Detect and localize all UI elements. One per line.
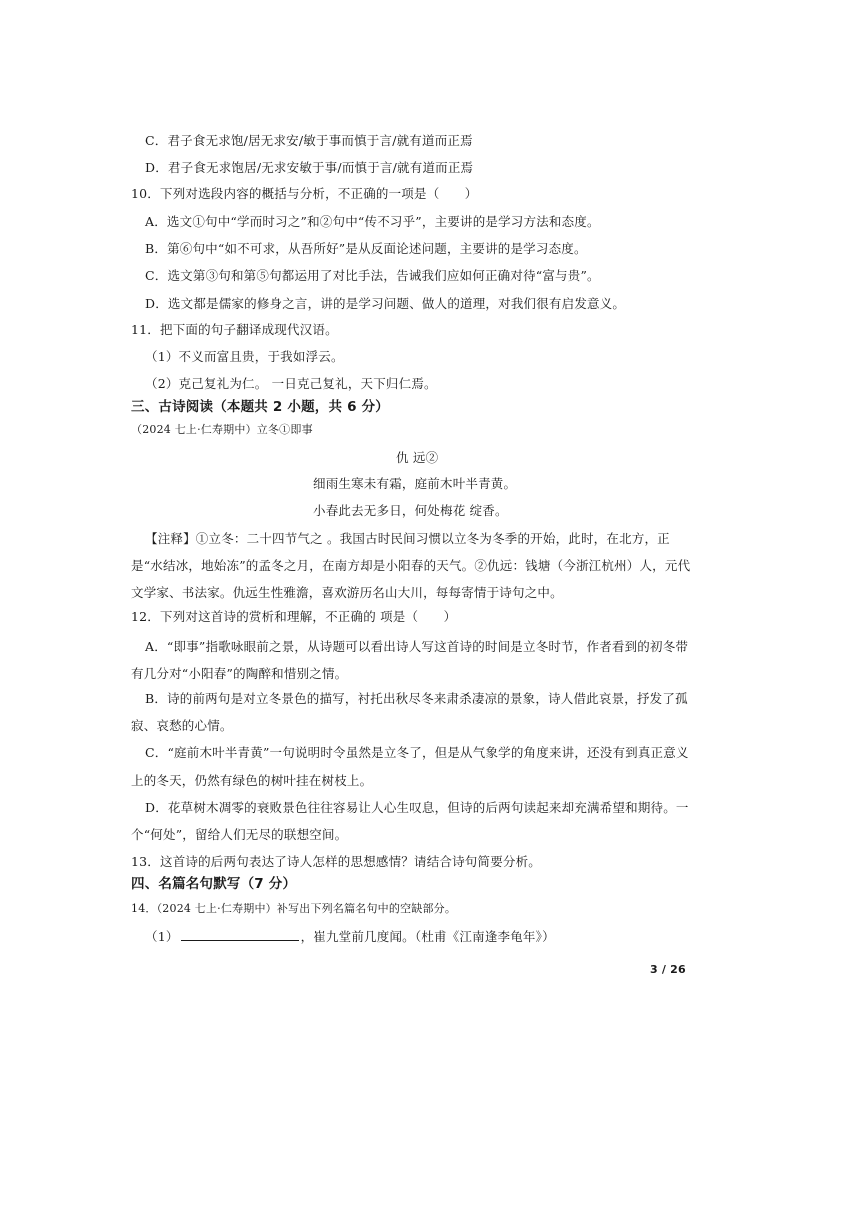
q14-stem: 14．（2024 七上·仁寿期中）补写出下列名篇名句中的空缺部分。 bbox=[131, 902, 457, 915]
q10-option-c: C．选文第③句和第⑤句都运用了对比手法，告诫我们应如何正确对待“富与贵”。 bbox=[145, 268, 600, 283]
poem-note-line-3: 文学家、书法家。仇远生性雅澹，喜欢游历名山大川，每每寄情于诗句之中。 bbox=[131, 585, 563, 600]
q11-sentence-2: （2）克己复礼为仁。 一日克己复礼，天下归仁焉。 bbox=[145, 376, 437, 391]
poem-note-line-1: 【注释】①立冬：二十四节气之 。我国古时民间习惯以立冬为冬季的开始，此时，在北方，正 bbox=[145, 531, 670, 546]
q12-option-d-line-1: D．花草树木凋零的衰败景色往往容易让人心生叹息，但诗的后两句读起来却充满希望和期待。一 bbox=[145, 800, 689, 815]
poem-source: （2024 七上·仁寿期中）立冬①即事 bbox=[131, 423, 313, 436]
q14-item-1-number: （1） bbox=[145, 929, 179, 944]
q12-option-a-line-2: 有几分对“小阳春”的陶醉和惜别之情。 bbox=[131, 666, 348, 681]
q11-stem: 11．把下面的句子翻译成现代汉语。 bbox=[131, 322, 338, 337]
q12-option-c-line-1: C．“庭前木叶半青黄”一句说明时令虽然是立冬了，但是从气象学的角度来讲，还没有到真正意义 bbox=[145, 745, 689, 760]
section-3-heading: 三、古诗阅读（本题共 2 小题，共 6 分） bbox=[131, 399, 389, 415]
q12-option-b-line-1: B．诗的前两句是对立冬景色的描写，衬托出秋尽冬来肃杀凄凉的景象，诗人借此哀景，抒发了孤 bbox=[145, 691, 688, 706]
q12-option-c-line-2: 上的冬天，仍然有绿色的树叶挂在树枝上。 bbox=[131, 773, 373, 788]
q12-option-d-line-2: 个“何处”，留给人们无尽的联想空间。 bbox=[131, 827, 348, 842]
q12-option-a-line-1: A．“即事”指歌咏眼前之景，从诗题可以看出诗人写这首诗的时间是立冬时节，作者看到的初冬带 bbox=[145, 639, 689, 654]
poem-line-1: 细雨生寒未有霜，庭前木叶半青黄。 bbox=[313, 476, 517, 491]
q10-option-a: A．选文①句中“学而时习之”和②句中“传不习乎”，主要讲的是学习方法和态度。 bbox=[145, 214, 600, 229]
q14-item-1-text: ，崔九堂前几度闻。（杜甫《江南逢李龟年》） bbox=[300, 929, 555, 944]
poem-note-line-2: 是“水结冰，地始冻”的孟冬之月，在南方却是小阳春的天气。②仇远：钱塘（今浙江杭州）人，元代 bbox=[131, 558, 691, 573]
q11-sentence-1: （1）不义而富且贵，于我如浮云。 bbox=[145, 349, 344, 364]
q12-option-b-line-2: 寂、哀愁的心情。 bbox=[131, 718, 233, 733]
section-4-heading: 四、名篇名句默写（7 分） bbox=[131, 876, 297, 892]
q9-option-d: D．君子食无求饱居/无求安敏于事/而慎于言/就有道而正焉 bbox=[145, 160, 474, 175]
poem-line-2: 小春此去无多日，何处梅花 绽香。 bbox=[313, 503, 508, 518]
q10-option-b: B．第⑥句中“如不可求，从吾所好”是从反面论述问题，主要讲的是学习态度。 bbox=[145, 241, 587, 256]
page-number: 3 / 26 bbox=[650, 963, 686, 976]
q14-item-1 bbox=[145, 928, 555, 945]
q9-option-c: C．君子食无求饱/居无求安/敏于事而慎于言/就有道而正焉 bbox=[145, 133, 473, 148]
answer-blank[interactable] bbox=[181, 928, 299, 941]
q12-stem: 12．下列对这首诗的赏析和理解，不正确的 项是（ ） bbox=[131, 609, 457, 624]
q10-option-d: D．选文都是儒家的修身之言，讲的是学习问题、做人的道理，对我们很有启发意义。 bbox=[145, 296, 626, 311]
q10-stem: 10．下列对选段内容的概括与分析，不正确的一项是（ ） bbox=[131, 186, 478, 201]
q13-stem: 13．这首诗的后两句表达了诗人怎样的思想感情？请结合诗句简要分析。 bbox=[131, 854, 542, 869]
poem-author: 仇 远② bbox=[396, 450, 439, 465]
